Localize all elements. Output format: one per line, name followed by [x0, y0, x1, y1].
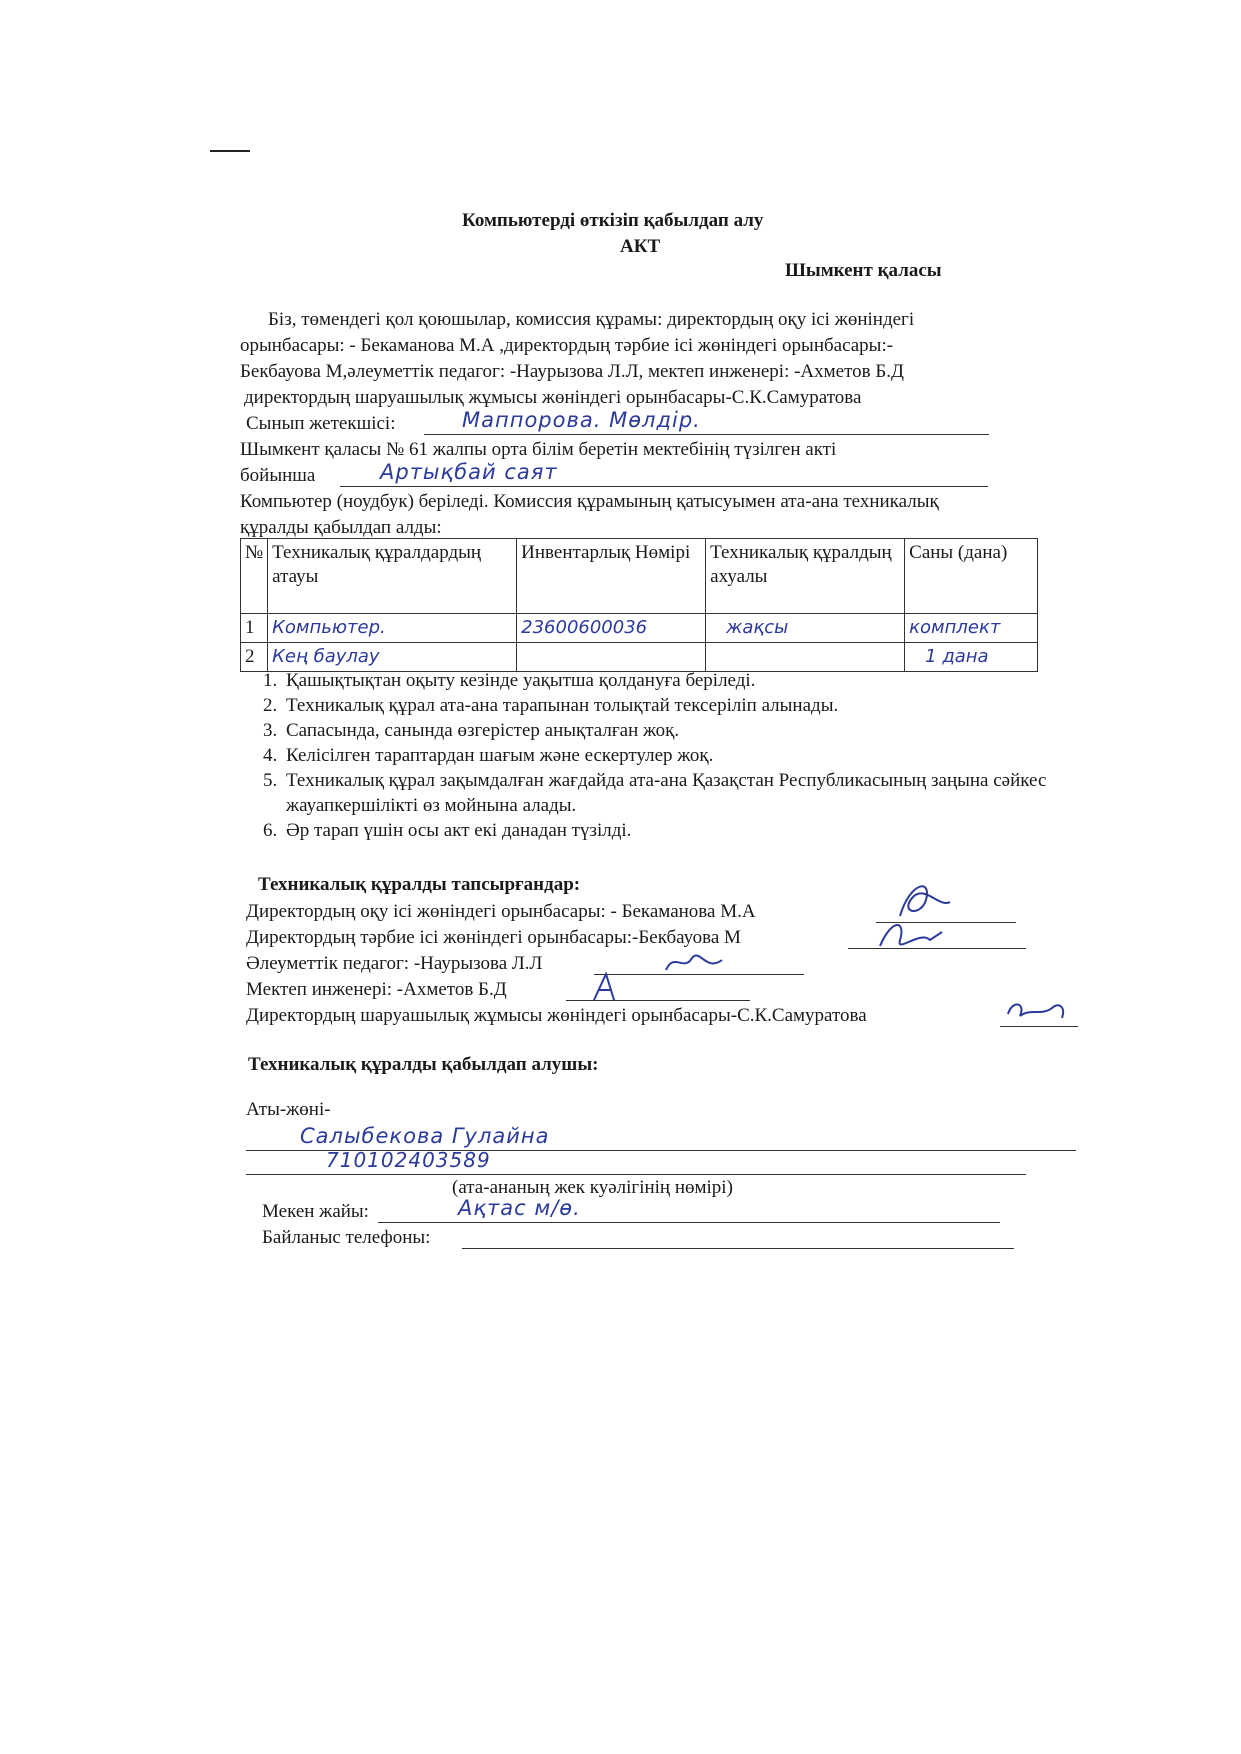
header-name: Техникалық құралдардың атауы [268, 539, 517, 614]
handover-5-underline [1000, 1026, 1078, 1027]
name-handwritten: Салыбекова Гулайна [300, 1124, 550, 1148]
row-1-name: Компьютер. [268, 614, 517, 643]
city-name: Шымкент қаласы [785, 260, 942, 281]
row-2-no: 2 [241, 643, 268, 672]
header-inventory: Инвентарлық Нөмірі [517, 539, 706, 614]
rule-item: 5. Техникалық құрал зақымдалған жағдайда ата-ана Қазақстан Республикасының заңына сәйкес жауапкершілікті өз мойнына алады. [282, 768, 1102, 818]
id-caption: (ата-ананың жек куәлігінің нөмірі) [452, 1177, 733, 1198]
by-underline [340, 486, 988, 487]
row-1-inventory: 23600600036 [517, 614, 706, 643]
phone-label: Байланыс телефоны: [262, 1227, 431, 1248]
class-teacher-handwritten: Маппорова. Мөлдір. [462, 408, 701, 432]
row-1-condition: жақсы [706, 614, 905, 643]
signature-samuratova [1002, 996, 1072, 1026]
signature-nauryzova [660, 946, 730, 980]
row-2-name: Кең баулау [268, 643, 517, 672]
address-label: Мекен жайы: [262, 1201, 369, 1222]
handover-heading: Техникалық құралды тапсырғандар: [258, 874, 581, 895]
name-label: Аты-жөні- [246, 1099, 331, 1120]
class-teacher-label: Сынып жетекшісі: [246, 413, 396, 434]
class-teacher-underline [424, 434, 989, 435]
signature-akhmetov [586, 970, 626, 1006]
handover-line-3: Әлеуметтік педагог: -Наурызова Л.Л [246, 953, 543, 974]
rule-item: 6. Әр тарап үшін осы акт екі данадан түзілді. [282, 818, 1102, 843]
phone-underline [462, 1248, 1014, 1249]
signature-bekbauova [870, 910, 950, 960]
rule-item: 4. Келісілген тараптардан шағым және ескертулер жоқ. [282, 743, 1102, 768]
row-1-no: 1 [241, 614, 268, 643]
document-title: Компьютерді өткізіп қабылдап алу [462, 210, 764, 231]
corner-mark [210, 150, 250, 152]
table-header-row [241, 539, 1038, 614]
handover-line-1: Директордың оқу ісі жөніндегі орынбасары: - Бекаманова М.А [246, 901, 756, 922]
address-handwritten: Ақтас м/ө. [458, 1196, 581, 1220]
id-underline [246, 1174, 1026, 1175]
by-label: бойынша [240, 465, 316, 486]
equipment-table [240, 538, 1038, 672]
handover-line-4: Мектеп инженері: -Ахметов Б.Д [246, 979, 507, 1000]
by-handwritten: Артықбай саят [380, 460, 558, 484]
rule-item: 3. Сапасында, санында өзгерістер анықталған жоқ. [282, 718, 1102, 743]
id-handwritten: 710102403589 [326, 1148, 491, 1172]
address-underline [378, 1222, 1000, 1223]
header-no: № [241, 539, 268, 614]
table-row [241, 614, 1038, 643]
rule-item: 2. Техникалық құрал ата-ана тарапынан толықтай тексеріліп алынады. [282, 693, 1102, 718]
header-condition: Техникалық құралдың ахуалы [706, 539, 905, 614]
intro-line-2: орынбасары: - Бекаманова М.А ,директордың тәрбие ісі жөніндегі орынбасары:- [240, 335, 894, 356]
header-count: Саны (дана) [905, 539, 1038, 614]
accept-line: құралды қабылдап алды: [240, 517, 442, 538]
intro-line-3: Бекбауова М,әлеуметтік педагог: -Наурызова Л.Л, мектеп инженері: -Ахметов Б.Д [240, 361, 904, 382]
document-subtitle: АКТ [620, 236, 661, 257]
rule-item: 1. Қашықтықтан оқыту кезінде уақытша қолдануға беріледі. [282, 668, 1102, 693]
row-1-count: комплект [905, 614, 1038, 643]
intro-line-4: директордың шаруашылық жұмысы жөніндегі орынбасары-С.К.Самуратова [244, 387, 862, 408]
handover-line-2: Директордың тәрбие ісі жөніндегі орынбасары:-Бекбауова М [246, 927, 741, 948]
computer-line: Компьютер (ноудбук) беріледі. Комиссия құрамының қатысуымен ата-ана техникалық [240, 491, 939, 512]
handover-line-5: Директордың шаруашылық жұмысы жөніндегі орынбасары-С.К.Самуратова [246, 1005, 867, 1026]
intro-line-1: Біз, төмендегі қол қоюшылар, комиссия құрамы: директордың оқу ісі жөніндегі [268, 309, 915, 330]
row-2-count: 1 дана [905, 643, 1038, 672]
receiver-heading: Техникалық құралды қабылдап алушы: [248, 1054, 599, 1075]
school-line: Шымкент қаласы № 61 жалпы орта білім беретін мектебінің түзілген акті [240, 439, 837, 460]
rules-list [258, 668, 1102, 843]
